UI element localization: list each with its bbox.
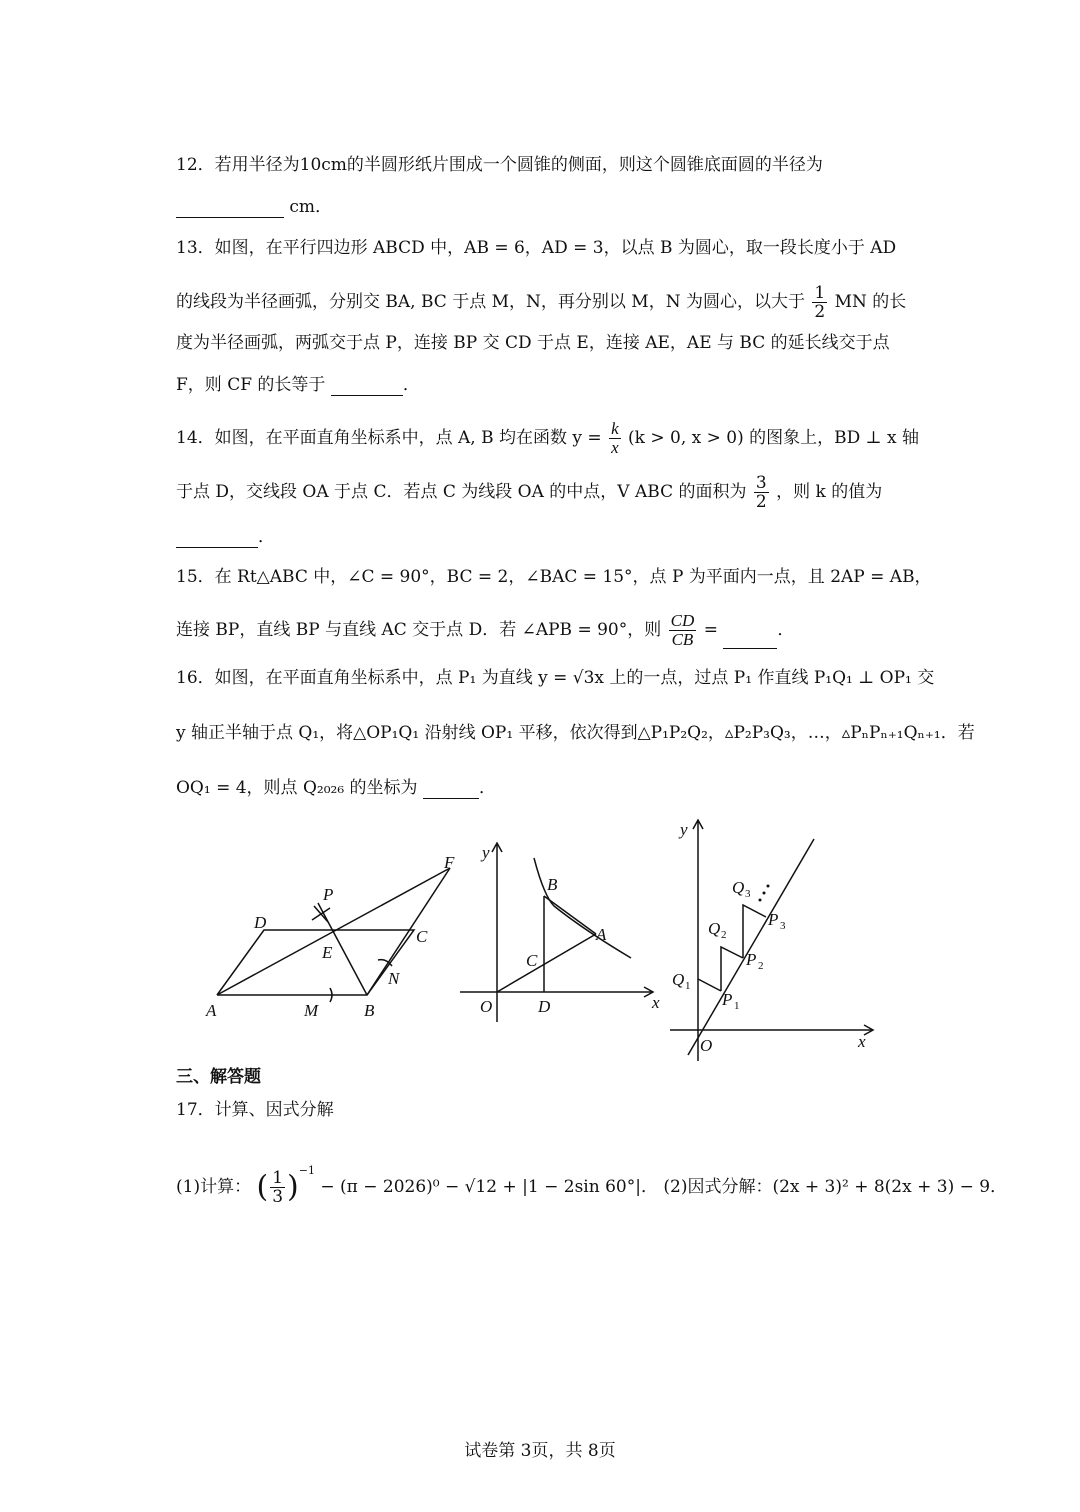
label-p2-sub: 2: [758, 960, 764, 972]
frac-den: x: [611, 438, 619, 457]
q13-line4: F，则 CF 的长等于 ．: [176, 375, 420, 395]
q14-line1-tail: (k > 0, x > 0) 的图象上，BD ⊥ x 轴: [628, 428, 920, 448]
q14-line2-tail: ，则 k 的值为: [776, 482, 883, 502]
q17-part1-label: (1)计算：: [176, 1177, 252, 1197]
q17-part2: (2)因式分解：(2x + 3)² + 8(2x + 3) − 9．: [663, 1177, 1008, 1197]
q14-line1: [176, 420, 919, 457]
segment-ba: [544, 896, 596, 934]
label-p2-letter: P: [746, 950, 757, 969]
section-heading: 三、解答题: [176, 1067, 261, 1087]
frac-num: k: [611, 419, 619, 438]
label-f: F: [444, 853, 455, 872]
q13-line2-text: 的线段为半径画弧，分别交 BA, BC 于点 M，N，再分别以 M，N 为圆心，以大于: [176, 292, 805, 312]
label-o: O: [480, 997, 493, 1016]
answer-blank: [331, 377, 403, 396]
fraction-one-third: [270, 1169, 285, 1206]
label-q1: [672, 970, 691, 992]
label-p1: [721, 990, 740, 1012]
frac-den: CB: [671, 630, 694, 649]
frac-num: 3: [755, 473, 767, 493]
q15-line2: 连接 BP，直线 BP 与直线 AC 交于点 D．若 ∠APB = 90°，则 $\frac{CD}{CB}$ = ．: [176, 611, 795, 649]
label-a: A: [596, 925, 607, 944]
label-p1-sub: 1: [734, 1000, 740, 1012]
q17-line1: [176, 1160, 1007, 1206]
unit-cm: cm: [289, 197, 316, 217]
figure-parallelogram: [200, 848, 470, 1028]
q14-line2: [176, 474, 882, 511]
curve-k-over-x: [534, 858, 631, 958]
q17-expression: − (π − 2026)⁰ − √12 + |1 − 2sin 60°|．: [320, 1177, 658, 1197]
fraction-three-halves: [754, 474, 769, 511]
label-b: B: [364, 1001, 375, 1020]
fraction-half: [812, 284, 827, 321]
frac-num: 1: [814, 283, 826, 303]
label-p1-letter: P: [722, 990, 733, 1009]
label-x: x: [652, 993, 660, 1012]
answer-blank: [176, 529, 258, 548]
q14-line3: ．: [176, 526, 275, 548]
answer-blank: [723, 630, 777, 649]
label-q1-letter: Q: [672, 970, 685, 989]
label-p3: [767, 910, 786, 932]
label-x: x: [858, 1032, 866, 1051]
answer-blank: [423, 780, 479, 799]
q16-line2: y 轴正半轴于点 Q₁，将△OP₁Q₁ 沿射线 OP₁ 平移，依次得到△P₁P₂Q₂，▵P₂P₃Q₃，…，▵PₙPₙ₊₁Qₙ₊₁．若: [176, 723, 975, 743]
q13-line2: [176, 284, 906, 321]
segment-oa: [497, 934, 596, 992]
parallelogram-abcd: [217, 930, 414, 995]
q16-line3: OQ₁ = 4，则点 Q₂₀₂₆ 的坐标为 ．: [176, 778, 496, 798]
frac-den: 3: [272, 1187, 284, 1207]
label-y: y: [680, 820, 688, 839]
label-a: A: [206, 1001, 217, 1020]
q14-line1-text: 14．如图，在平面直角坐标系中，点 A, B 均在函数 y =: [176, 428, 602, 448]
figure-translated-triangles: [664, 815, 884, 1063]
line-y-sqrt3x: [688, 839, 814, 1055]
label-q3-letter: Q: [732, 878, 745, 897]
ellipsis-dots: [760, 886, 768, 900]
segment-q1p1: [698, 979, 721, 991]
frac-num: 1: [272, 1168, 284, 1188]
segment-bc-extended: [367, 868, 450, 995]
left-paren: (: [256, 1169, 269, 1205]
label-q2: [708, 919, 727, 941]
figure-hyperbola: [456, 838, 676, 1023]
label-n: N: [388, 969, 400, 988]
label-p2: [745, 950, 764, 972]
label-c: C: [526, 951, 538, 970]
label-q2-sub: 2: [721, 929, 727, 941]
label-d: D: [538, 997, 551, 1016]
frac-num: CD: [670, 611, 695, 630]
q14-line2-text: 于点 D，交线段 OA 于点 C．若点 C 为线段 OA 的中点，V ABC 的面积为: [176, 482, 747, 502]
triangle-p1p2q2: [721, 947, 743, 991]
label-y: y: [482, 843, 490, 862]
right-paren: ): [287, 1169, 299, 1205]
equals-sign: =: [703, 620, 718, 640]
q15-line1: 15．在 Rt△ABC 中，∠C = 90°，BC = 2，∠BAC = 15°，点 P 为平面内一点，且 2AP = AB，: [176, 567, 932, 587]
q16-line3-text: OQ₁ = 4，则点 Q₂₀₂₆ 的坐标为: [176, 778, 418, 798]
label-d: D: [254, 913, 267, 932]
label-p3-letter: P: [768, 910, 779, 929]
label-e: E: [322, 943, 333, 962]
frac-den: 2: [755, 492, 767, 512]
q13-line2-tail: MN 的长: [834, 292, 907, 312]
q13-line1: 13．如图，在平行四边形 ABCD 中，AB = 6，AD = 3，以点 B 为圆心，取一段长度小于 AD: [176, 238, 897, 258]
q15-line2-text: 连接 BP，直线 BP 与直线 AC 交于点 D．若 ∠APB = 90°，则: [176, 620, 662, 640]
q17-title: 17．计算、因式分解: [176, 1100, 334, 1120]
q13-line4-text: F，则 CF 的长等于: [176, 375, 326, 395]
fraction-k-over-x: [609, 420, 621, 457]
label-p3-sub: 3: [780, 920, 786, 932]
exponent: −1: [298, 1164, 315, 1177]
answer-blank: [176, 199, 284, 218]
label-q3-sub: 3: [745, 888, 751, 900]
label-q2-letter: Q: [708, 919, 721, 938]
label-q3: [732, 878, 751, 900]
q13-line3: 度为半径画弧，两弧交于点 P，连接 BP 交 CD 于点 E，连接 AE，AE 与 BC 的延长线交于点: [176, 333, 890, 353]
q12-line1: 12．若用半径为10cm的半圆形纸片围成一个圆锥的侧面，则这个圆锥底面圆的半径为: [176, 155, 823, 175]
label-m: M: [304, 1001, 319, 1020]
label-o: O: [700, 1036, 713, 1055]
q16-line1: 16．如图，在平面直角坐标系中，点 P₁ 为直线 y = √3x 上的一点，过点 P₁ 作直线 P₁Q₁ ⊥ OP₁ 交: [176, 668, 935, 688]
label-q1-sub: 1: [685, 980, 691, 992]
label-c: C: [416, 927, 428, 946]
q12-line2: cm．: [176, 196, 332, 218]
frac-den: 2: [814, 302, 826, 322]
fraction-cd-cb: [669, 612, 697, 649]
label-b: B: [547, 875, 558, 894]
page-footer: 试卷第 3页，共 8页: [464, 1441, 616, 1461]
label-p: P: [323, 885, 334, 904]
